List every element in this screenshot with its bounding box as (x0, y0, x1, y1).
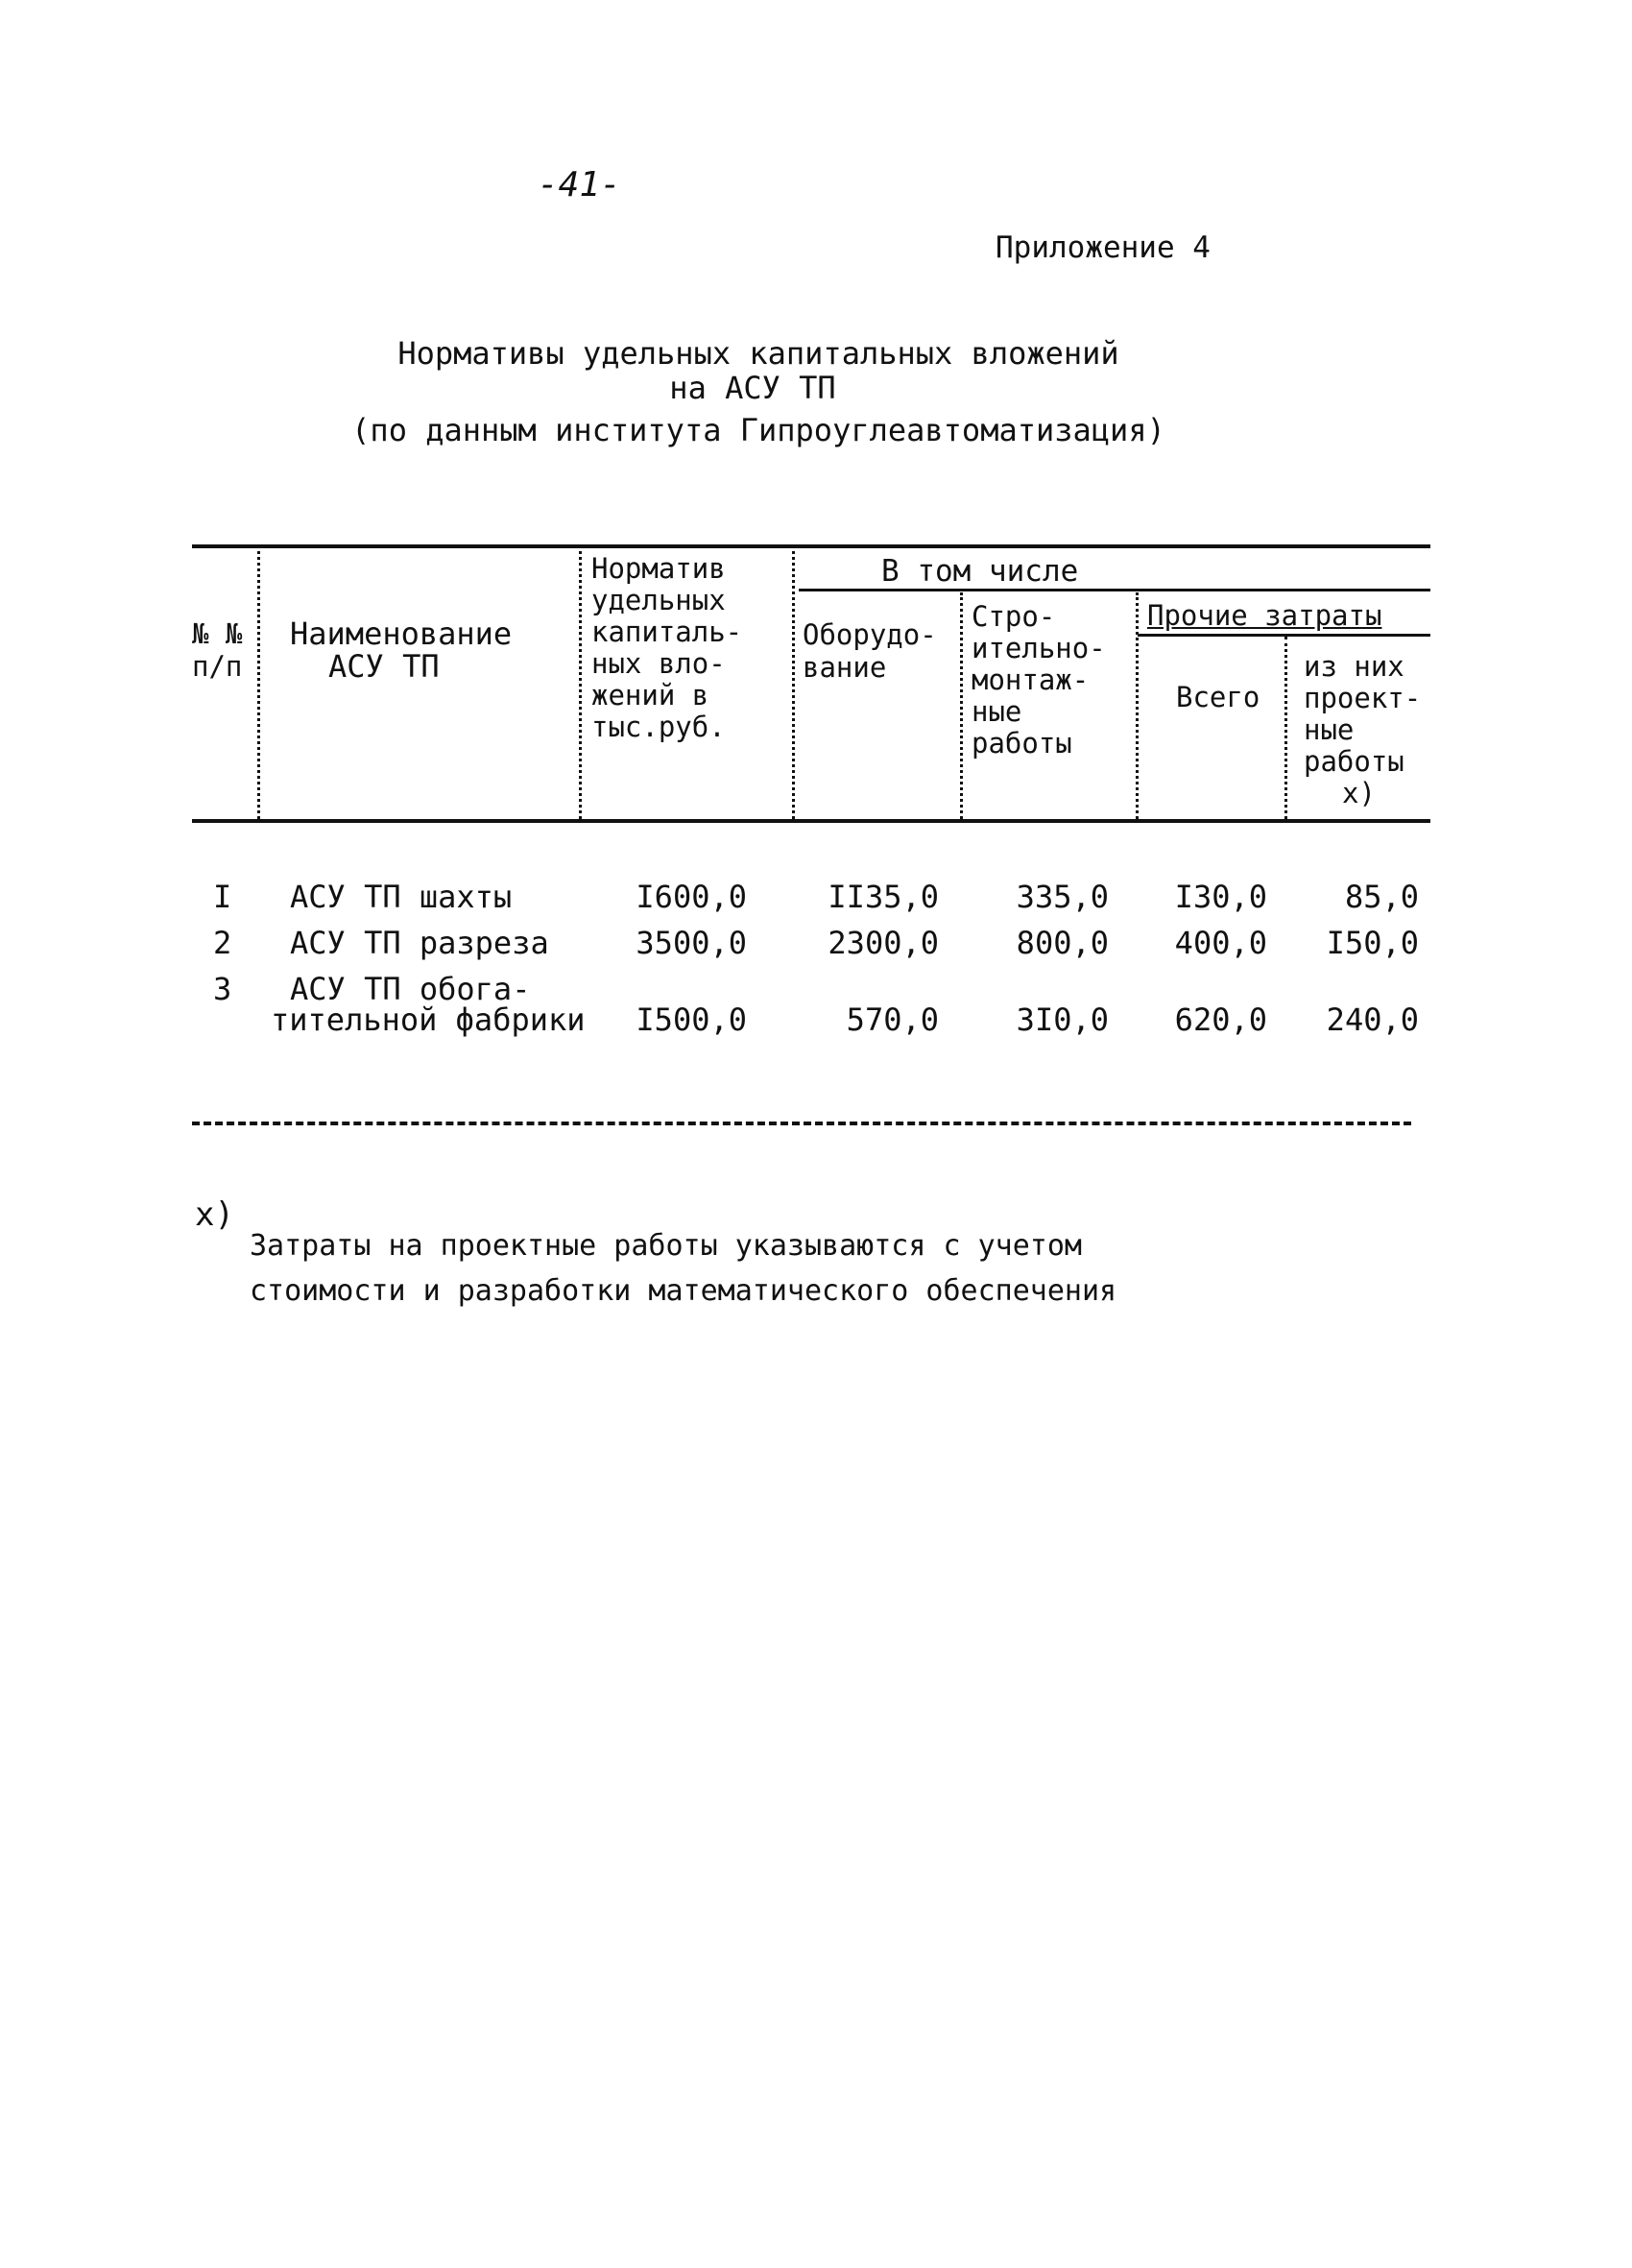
row-2-num: 2 (213, 925, 232, 961)
header-design-2: проект- (1304, 682, 1422, 714)
col-sep-4 (960, 592, 963, 819)
row-3-name-2: тительной фабрики (271, 1001, 586, 1038)
header-constr-1: Стро- (972, 600, 1056, 633)
header-design-1: из них (1304, 650, 1404, 683)
title-line-1: Нормативы удельных капитальных вложений (397, 335, 1119, 372)
header-constr-4: ные (972, 695, 1022, 728)
row-3-equip: 570,0 (846, 1001, 939, 1038)
col-sep-5 (1136, 592, 1139, 819)
header-norm-3: капиталь- (591, 615, 743, 648)
header-constr-5: работы (972, 727, 1072, 760)
title-line-3: (по данным института Гипроуглеавтоматизация) (351, 412, 1165, 448)
header-other: Прочие затраты (1147, 599, 1382, 632)
col-sep-2 (579, 544, 582, 819)
row-3-constr: 3I0,0 (1016, 1001, 1109, 1038)
header-design-4: работы (1304, 745, 1404, 778)
row-2-design: I50,0 (1326, 925, 1419, 961)
row-2-name: АСУ ТП разреза (290, 925, 549, 961)
row-1-num: I (213, 879, 232, 915)
row-3-design: 240,0 (1326, 1001, 1419, 1038)
header-name-2: АСУ ТП (328, 648, 440, 685)
header-name-1: Наименование (290, 615, 513, 652)
col-sep-3 (792, 544, 795, 819)
row-1-design: 85,0 (1344, 879, 1419, 915)
col-sep-6 (1284, 637, 1287, 819)
row-3-name-1: АСУ ТП обога- (290, 971, 531, 1007)
header-constr-2: ительно- (972, 632, 1106, 664)
header-num-2: п/п (192, 650, 243, 683)
footnote-line-1: Затраты на проектные работы указываются с учетом (250, 1229, 1082, 1263)
col-sep-1 (257, 544, 260, 819)
header-total: Всего (1176, 681, 1260, 713)
row-2-constr: 800,0 (1016, 925, 1109, 961)
row-1-total: I30,0 (1174, 879, 1267, 915)
row-1-name: АСУ ТП шахты (290, 879, 513, 915)
header-design-3: ные (1304, 713, 1355, 746)
footnote-text (250, 1224, 1116, 1314)
header-norm-6: тыс.руб. (591, 711, 726, 743)
page-number: -41- (538, 165, 621, 205)
header-norm-2: удельных (591, 584, 726, 616)
header-equip-2: вание (803, 651, 887, 684)
table-end-dashed-rule (192, 1122, 1411, 1125)
appendix-label: Приложение 4 (996, 230, 1211, 265)
row-2-norm: 3500,0 (636, 925, 747, 961)
row-3-total: 620,0 (1174, 1001, 1267, 1038)
row-3-norm: I500,0 (636, 1001, 747, 1038)
header-norm-1: Норматив (591, 552, 726, 585)
header-design-5: х) (1342, 777, 1376, 809)
table-top-rule (192, 544, 1430, 548)
header-incl: В том числе (881, 554, 1079, 589)
row-2-equip: 2300,0 (828, 925, 939, 961)
header-equip-1: Оборудо- (803, 618, 937, 651)
title-line-2: на АСУ ТП (669, 370, 836, 406)
footnote-line-2: стоимости и разработки математического обеспечения (250, 1273, 1117, 1308)
header-num-1: № № (192, 617, 243, 650)
row-3-num: 3 (213, 971, 232, 1007)
row-1-constr: 335,0 (1016, 879, 1109, 915)
row-1-equip: II35,0 (828, 879, 939, 915)
header-norm-5: жений в (591, 679, 709, 712)
footnote-mark: x) (195, 1195, 234, 1234)
row-2-total: 400,0 (1174, 925, 1267, 961)
incl-rule (799, 589, 1430, 591)
header-constr-3: монтаж- (972, 664, 1090, 696)
header-norm-4: ных вло- (591, 647, 726, 680)
row-1-norm: I600,0 (636, 879, 747, 915)
header-bottom-rule (192, 819, 1430, 823)
